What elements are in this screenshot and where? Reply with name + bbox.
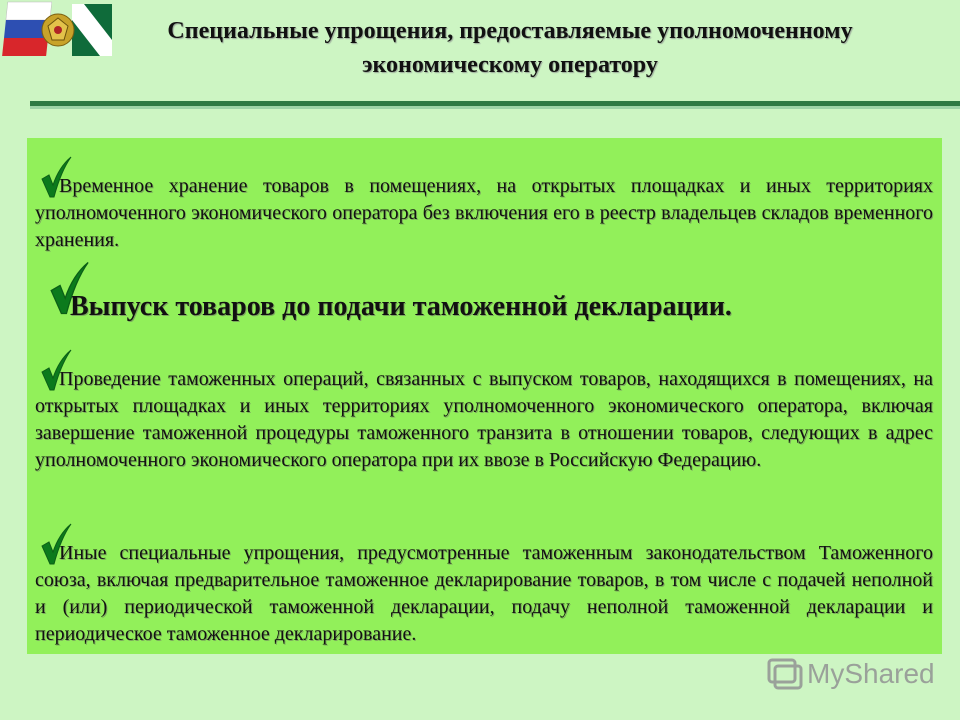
list-item-text: Временное хранение товаров в помещениях, на открытых площадках и иных территориях уполномоченного экономического оператора без включения его в реестр владельцев складов временного хранения. xyxy=(35,175,933,251)
checkmark-icon xyxy=(39,348,73,392)
list-item xyxy=(35,290,933,324)
list-item-text: Проведение таможенных операций, связанных с выпуском товаров, находящихся в помещениях, на открытых площадках и иных территориях уполномоченного экономического оператора, включая завершение таможенной процедуры таможенного транзита в отношении товаров, следующих в адрес уполномоченного экономического оператора при их ввозе в Российскую Федерацию. xyxy=(35,368,933,471)
myshared-logo-icon xyxy=(765,656,803,692)
header-divider xyxy=(30,101,960,109)
title-line-2: экономическому оператору xyxy=(362,52,658,78)
myshared-watermark xyxy=(765,656,935,694)
flags-emblem-icon xyxy=(0,0,115,68)
checkmark-icon xyxy=(47,260,91,316)
list-item-text: Выпуск товаров до подачи таможенной декларации. xyxy=(70,291,732,322)
watermark-text: MyShared xyxy=(807,658,935,689)
page-title xyxy=(110,14,910,82)
list-item xyxy=(35,173,933,254)
list-item-text: Иные специальные упрощения, предусмотренные таможенным законодательством Таможенного союза, включая предварительное таможенное декларирование товаров, в том числе с подачей неполной и (или) периодической таможенной декларации, подачу неполной таможенной декларации и периодическое таможенное декларирование. xyxy=(35,542,933,645)
list-item xyxy=(35,366,933,474)
title-line-1: Специальные упрощения, предоставляемые уполномоченному xyxy=(167,18,853,44)
list-item xyxy=(35,540,933,648)
checkmark-icon xyxy=(39,522,73,566)
checkmark-icon xyxy=(39,155,73,199)
